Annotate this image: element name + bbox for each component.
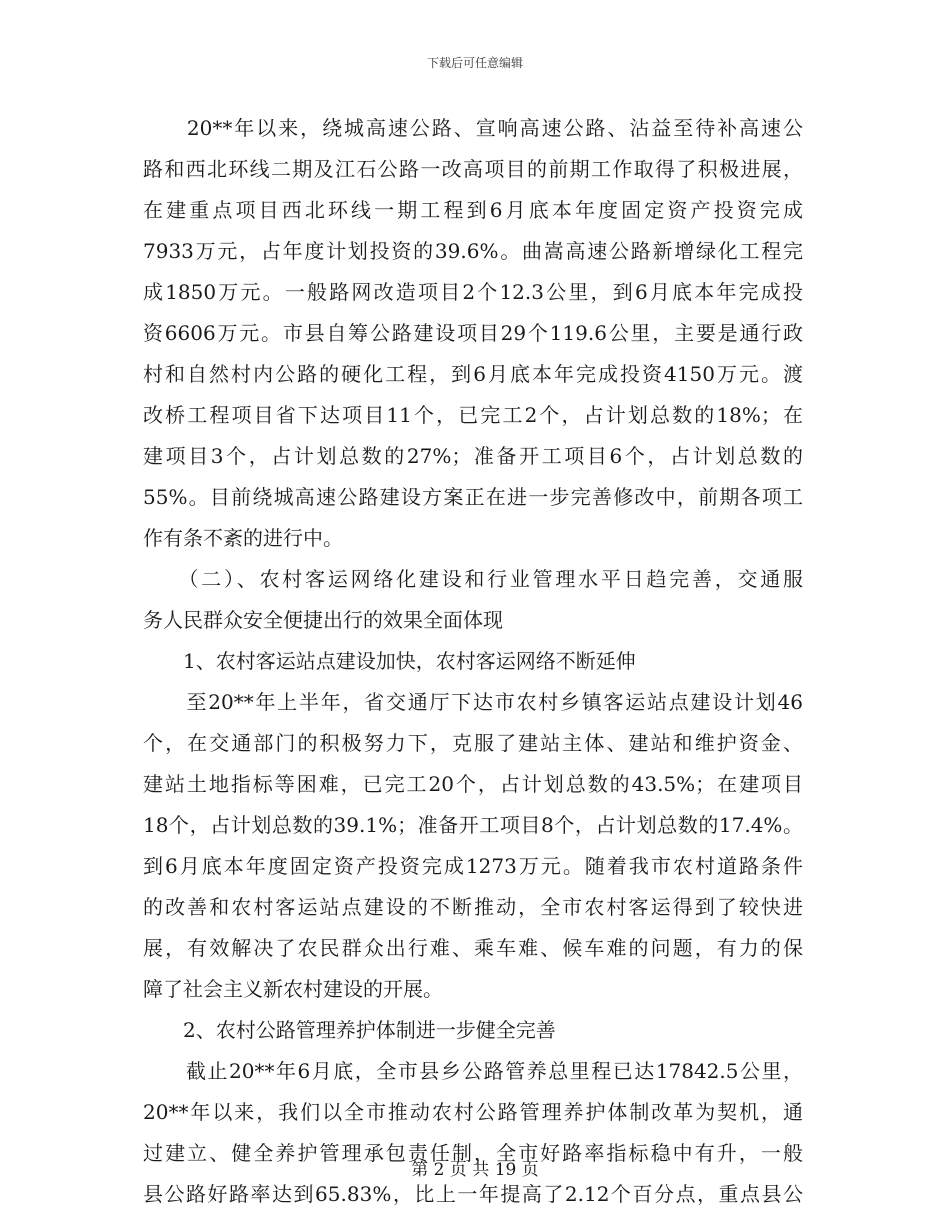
page-header: 下载后可任意编辑 [426, 56, 523, 70]
text-line: 到6月底本年度固定资产投资完成1273万元。随着我市农村道路条件 [143, 854, 803, 878]
subsection-heading: 1、农村客运站点建设加快，农村客运网络不断延伸 [143, 649, 636, 673]
section-heading-line: 务人民群众安全便捷出行的效果全面体现 [143, 608, 503, 632]
text-line: 20**年以来，我们以全市推动农村公路管理养护体制改革为契机，通 [143, 1100, 803, 1124]
text-line: 个，在交通部门的积极努力下，克服了建站主体、建站和维护资金、 [143, 731, 803, 755]
text-line: 作有条不紊的进行中。 [143, 526, 343, 550]
text-line: 成1850万元。一般路网改造项目2个12.3公里，到6月底本年完成投 [143, 280, 803, 304]
text-line: 路和西北环线二期及江石公路一改高项目的前期工作取得了积极进展， [143, 157, 803, 181]
text-line: 展，有效解决了农民群众出行难、乘车难、候车难的问题，有力的保 [143, 936, 803, 960]
text-line: 55%。目前绕城高速公路建设方案正在进一步完善修改中，前期各项工 [143, 485, 803, 509]
text-line: 障了社会主义新农村建设的开展。 [143, 977, 443, 1001]
text-line: 县公路好路率达到65.83%，比上一年提高了2.12个百分点，重点县公 [143, 1182, 803, 1206]
text-line: 改桥工程项目省下达项目11个，已完工2个，占计划总数的18%；在 [143, 403, 803, 427]
subsection-heading: 2、农村公路管理养护体制进一步健全完善 [143, 1018, 556, 1042]
text-line: 资6606万元。市县自筹公路建设项目29个119.6公里，主要是通行政 [143, 321, 803, 345]
text-line: 村和自然村内公路的硬化工程，到6月底本年完成投资4150万元。渡 [143, 362, 803, 386]
text-line: 的改善和农村客运站点建设的不断推动，全市农村客运得到了较快进 [143, 895, 803, 919]
text-line: 过建立、健全养护管理承包责任制，全市好路率指标稳中有升，一般 [143, 1141, 803, 1165]
text-line: 建项目3个，占计划总数的27%；准备开工项目6个，占计划总数的 [143, 444, 803, 468]
document-body [143, 108, 803, 1215]
text-line: 18个，占计划总数的39.1%；准备开工项目8个，占计划总数的17.4%。 [143, 813, 803, 837]
text-line: 至20**年上半年，省交通厅下达市农村乡镇客运站点建设计划46 [143, 690, 803, 714]
text-line: 截止20**年6月底，全市县乡公路管养总里程已达17842.5公里， [143, 1059, 803, 1083]
text-line: 7933万元，占年度计划投资的39.6%。曲嵩高速公路新增绿化工程完 [143, 239, 803, 263]
section-heading-line: （二）、农村客运网络化建设和行业管理水平日趋完善，交通服 [143, 567, 803, 591]
text-line: 在建重点项目西北环线一期工程到6月底本年度固定资产投资完成 [143, 198, 803, 222]
text-line: 20**年以来，绕城高速公路、宣响高速公路、沾益至待补高速公 [143, 116, 803, 140]
page-number-footer: 第 2 页 共 19 页 [411, 1160, 539, 1180]
text-line: 建站土地指标等困难，已完工20个，占计划总数的43.5%；在建项目 [143, 772, 803, 796]
